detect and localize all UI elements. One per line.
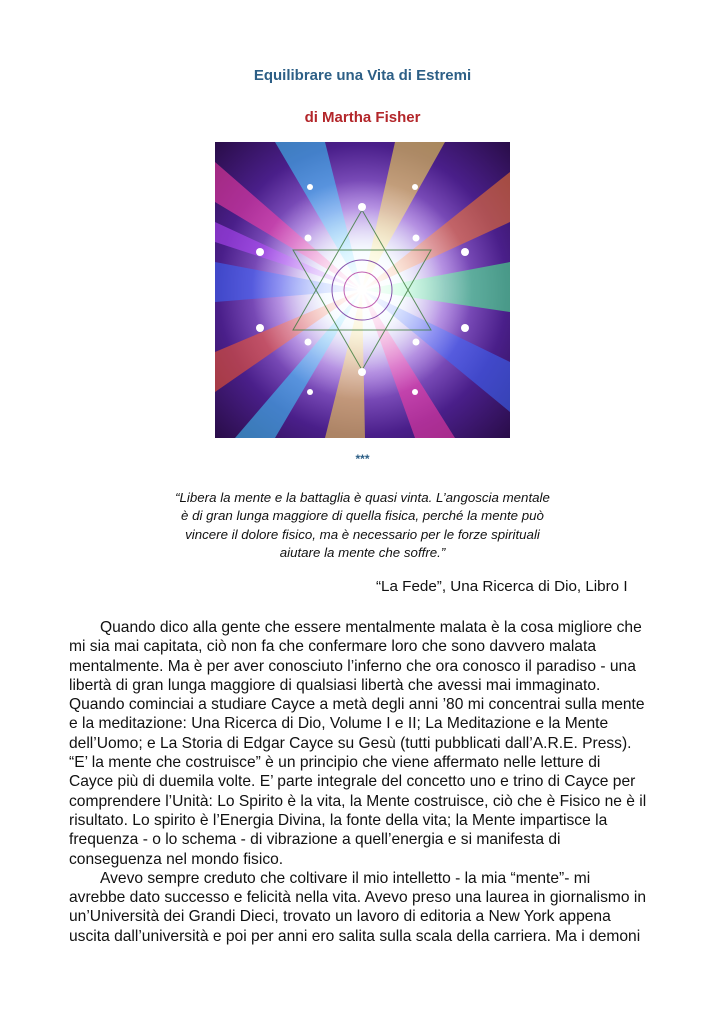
paragraph: Avevo sempre creduto che coltivare il mio intelletto - la mia “mente”- mi avrebbe dato successo e felicità nella vita. Avevo preso una laurea in giornalismo in un’Università dei Grandi Dieci, trovato un lavoro di editoria a New York appena uscita dall’università e poi per anni ero salita sulla scala della carriera. Ma i demoni: [69, 869, 647, 945]
mandala-illustration: [215, 142, 510, 438]
section-separator: ***: [355, 452, 370, 466]
article-body: [69, 618, 669, 946]
epigraph-quote: “Libera la mente e la battaglia è quasi vinta. L’angoscia mentale è di gran lunga maggiore di quella fisica, perché la mente può vincere il dolore fisico, ma è necessario per le forze spirituali aiutare la mente che soffre.”: [175, 490, 550, 560]
epigraph-citation: “La Fede”, Una Ricerca di Dio, Libro I: [376, 578, 628, 595]
paragraph: Quando dico alla gente che essere mentalmente malata è la cosa migliore che mi sia mai capitata, ciò non fa che confermare loro che sono davvero malata mentalmente. Ma è per aver conosciuto l’inferno che ora conosco il paradiso - una libertà di gran lunga maggiore di qualsiasi libertà che avessi mai immaginato. Quando cominciai a studiare Cayce a metà degli anni ’80 mi concentrai sulla mente e la meditazione: Una Ricerca di Dio, Volume I e II; La Meditazione e la Mente dell’Uomo; e La Storia di Edgar Cayce su Gesù (tutti pubblicati dall’A.R.E. Press). “E’ la mente che costruisce” è un principio che viene affermato nelle letture di Cayce più di duemila volte. E’ parte integrale del concetto uno e trino di Cayce per comprendere l’Unità: Lo Spirito è la vita, la Mente costruisce, ciò che è Fisico ne è il risultato. Lo spirito è l’Energia Divina, la fonte della vita; la Mente impartisce la frequenza - o lo schema - di vibrazione a quell’energia e si manifesta di conseguenza nel mondo fisico.: [69, 619, 647, 868]
document-author: di Martha Fisher: [304, 109, 421, 126]
document-title: Equilibrare una Vita di Estremi: [253, 67, 472, 84]
